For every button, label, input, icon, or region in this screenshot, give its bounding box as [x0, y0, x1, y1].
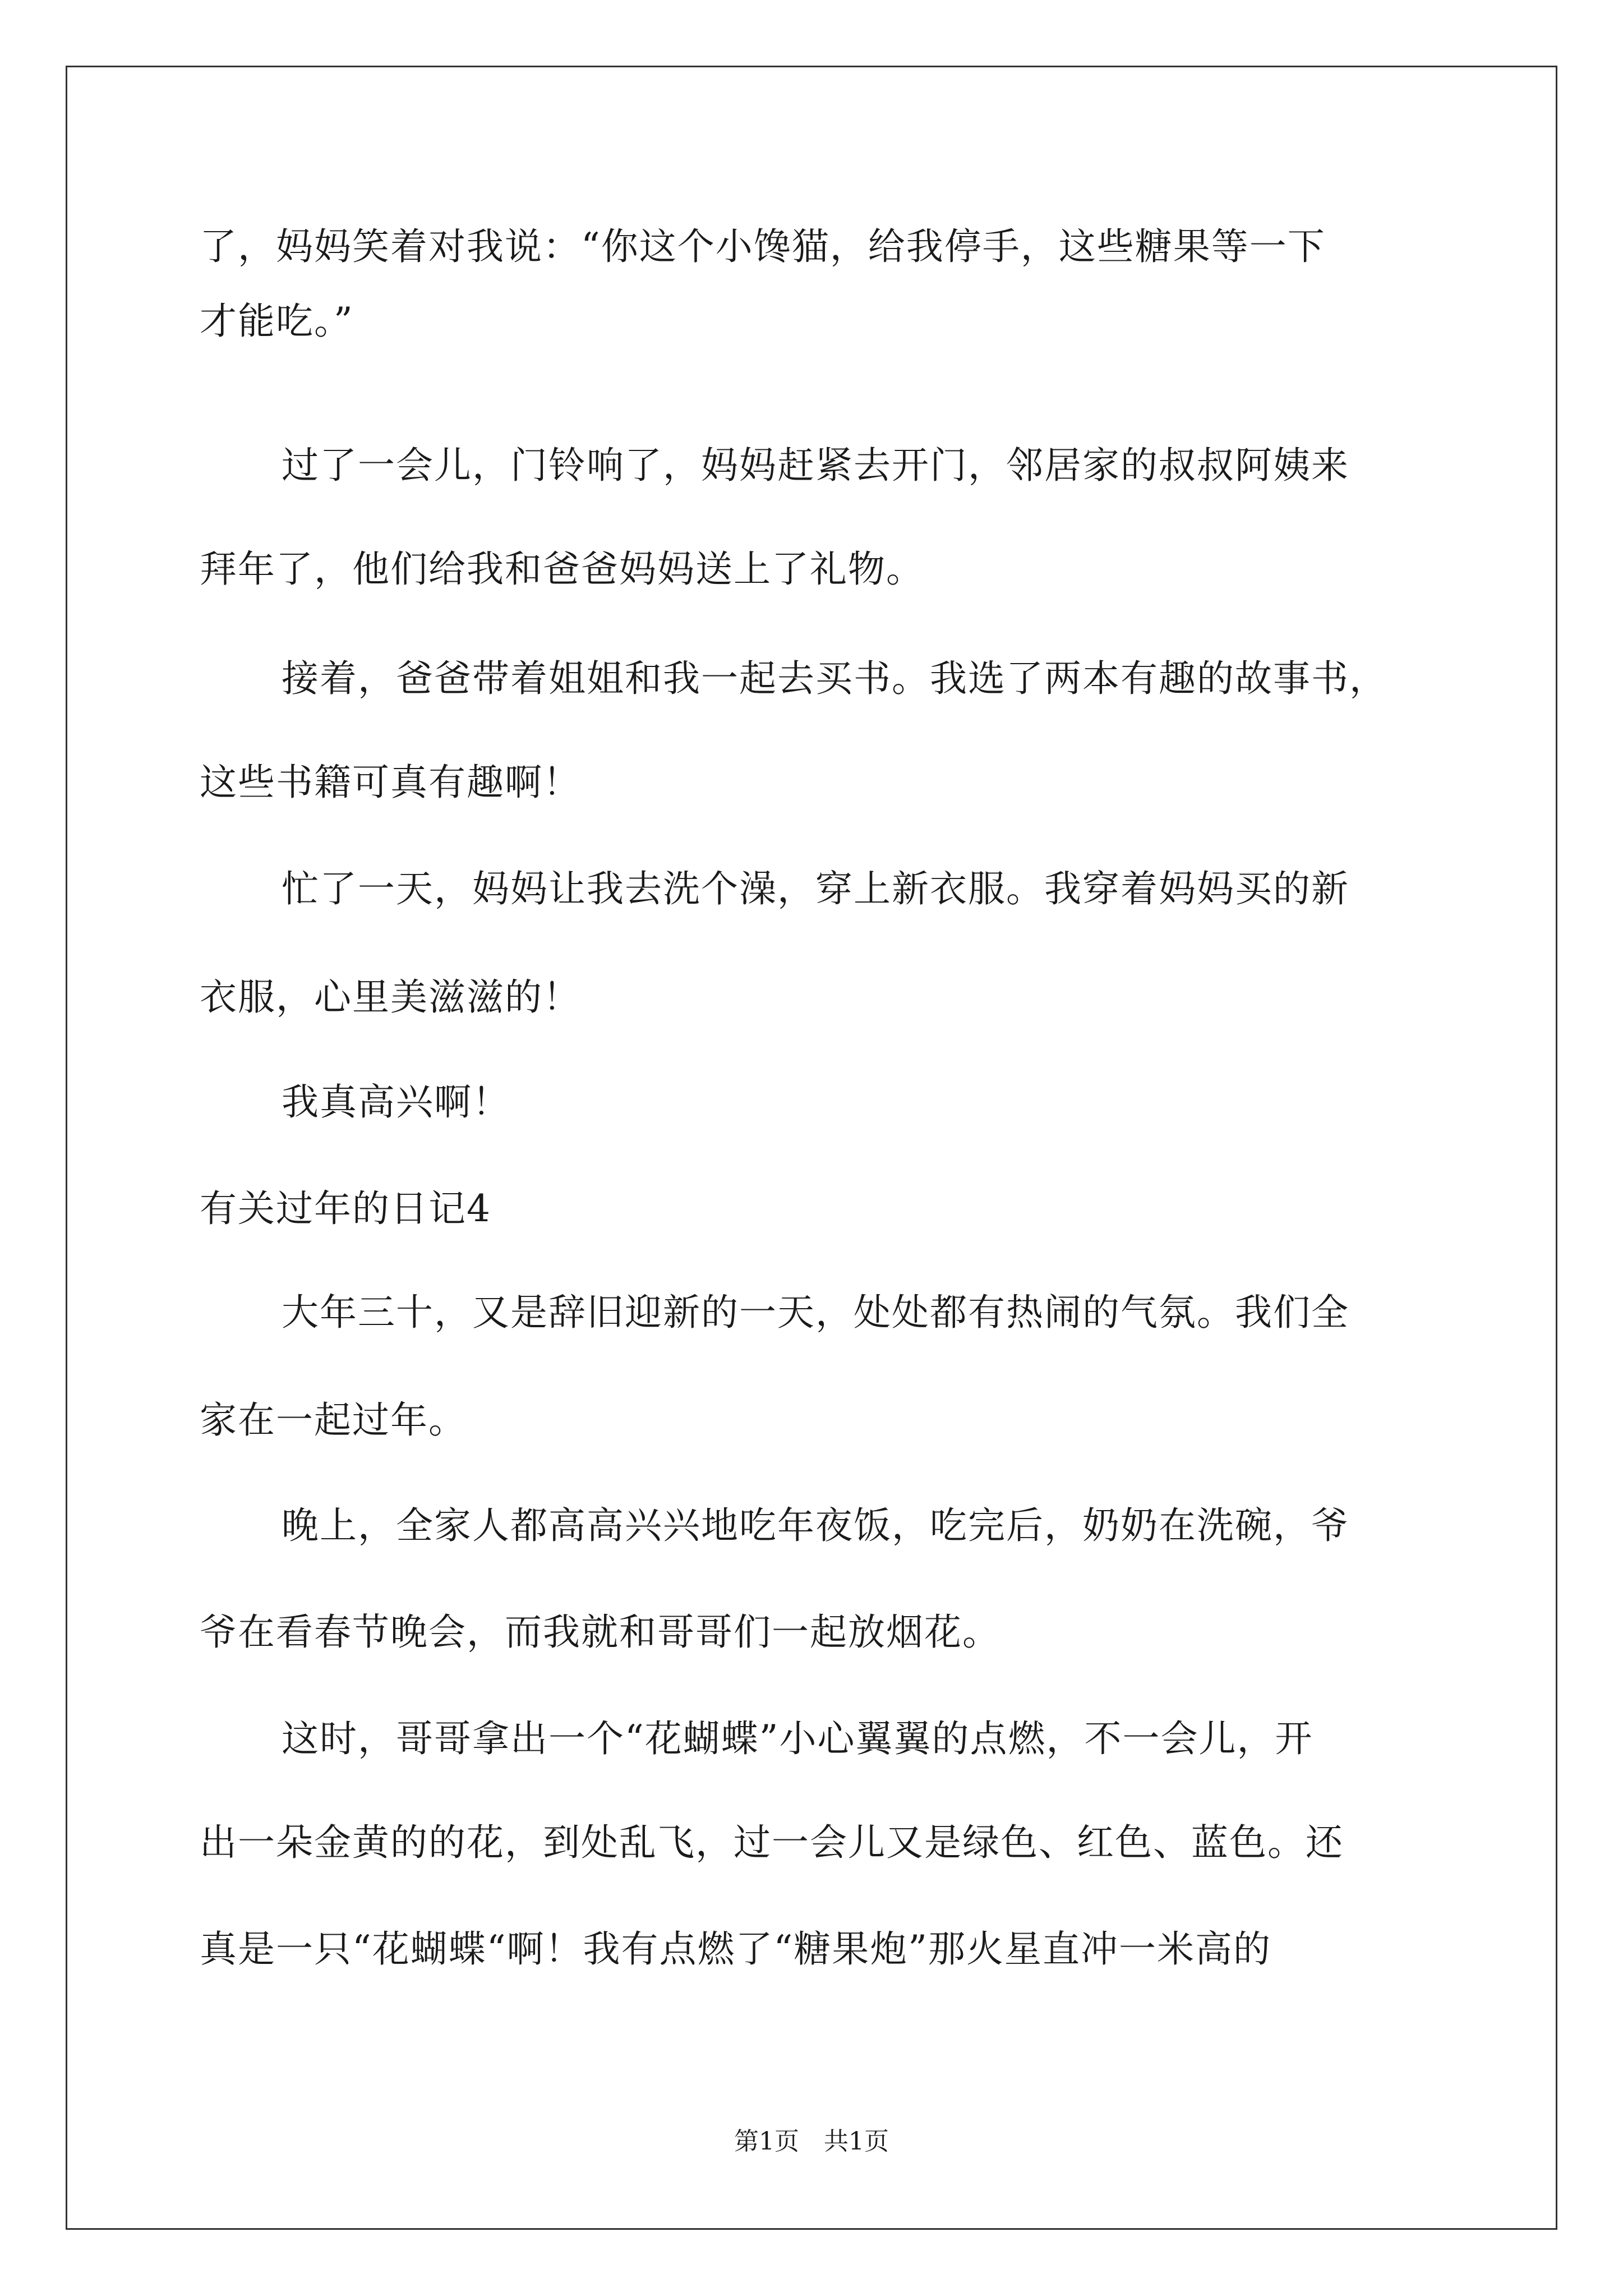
section-heading: 有关过年的日记4: [200, 1187, 491, 1230]
page-number-footer: 第1页 共1页: [734, 2127, 889, 2156]
paragraph-start-line: 我真高兴啊！: [282, 1080, 510, 1124]
text-line: 这些书籍可真有趣啊！: [200, 761, 581, 804]
paragraph-start-line: 大年三十，又是辞旧迎新的一天，处处都有热闹的气氛。我们全: [282, 1291, 1349, 1334]
text-line: 才能吃。”: [200, 300, 354, 343]
paragraph-start-line: 晚上，全家人都高高兴兴地吃年夜饭，吃完后，奶奶在洗碗，爷: [282, 1504, 1349, 1547]
paragraph-start-line: 过了一会儿，门铃响了，妈妈赶紧去开门，邻居家的叔叔阿姨来: [282, 444, 1349, 487]
paragraph-start-line: 忙了一天，妈妈让我去洗个澡，穿上新衣服。我穿着妈妈买的新: [282, 867, 1349, 910]
text-line: 真是一只“花蝴蝶“啊！我有点燃了“糖果炮”那火星直冲一米高的: [200, 1927, 1271, 1971]
text-line: 爷在看春节晚会，而我就和哥哥们一起放烟花。: [200, 1611, 1000, 1654]
page-border: [66, 66, 1557, 2230]
text-line: 衣服，心里美滋滋的！: [200, 976, 581, 1019]
paragraph-start-line: 接着，爸爸带着姐姐和我一起去买书。我选了两本有趣的故事书，: [282, 657, 1387, 700]
text-line: 出一朵金黄的的花，到处乱飞，过一会儿又是绿色、红色、蓝色。还: [200, 1821, 1344, 1864]
paragraph-start-line: 这时，哥哥拿出一个“花蝴蝶”小心翼翼的点燃，不一会儿，开: [282, 1717, 1313, 1760]
text-line: 家在一起过年。: [200, 1398, 467, 1442]
text-line: 拜年了，他们给我和爸爸妈妈送上了礼物。: [200, 547, 924, 591]
text-line: 了，妈妈笑着对我说：“你这个小馋猫，给我停手，这些糖果等一下: [200, 225, 1326, 268]
